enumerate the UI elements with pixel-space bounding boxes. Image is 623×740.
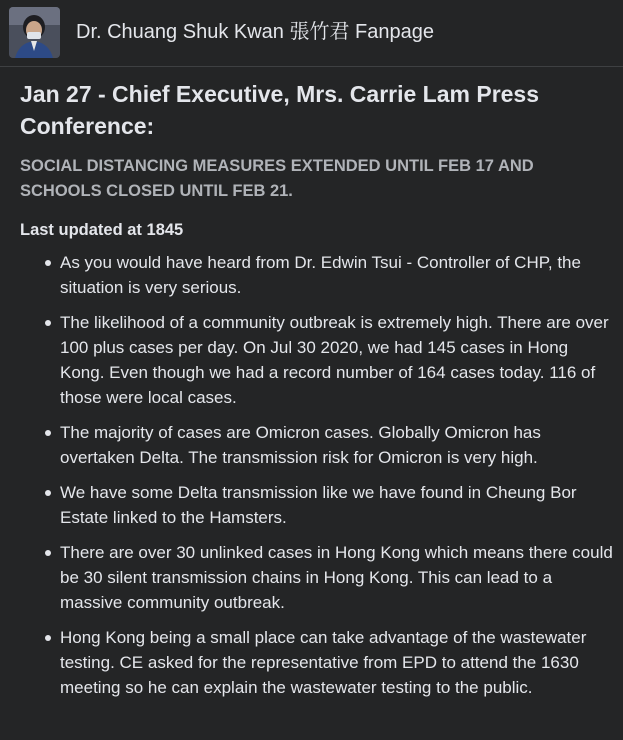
post-content — [20, 78, 615, 710]
person-avatar-icon — [9, 7, 60, 58]
list-item — [20, 250, 615, 300]
bullet-dot-icon — [45, 490, 51, 496]
list-item — [20, 625, 615, 700]
post-header — [0, 0, 623, 66]
page-avatar[interactable] — [9, 7, 60, 58]
list-item-text: Hong Kong being a small place can take advantage of the wastewater testing. CE asked for the representative from EPD to attend the 1630 meeting so he can explain the wastewater testing to the public. — [60, 628, 587, 697]
list-item-text: There are over 30 unlinked cases in Hong Kong which means there could be 30 silent transmission chains in Hong Kong. This can lead to a massive community outbreak. — [60, 543, 613, 612]
bullet-dot-icon — [45, 260, 51, 266]
list-item-text: The majority of cases are Omicron cases. Globally Omicron has overtaken Delta. The transmission risk for Omicron is very high. — [60, 423, 541, 467]
list-item-text: We have some Delta transmission like we have found in Cheung Bor Estate linked to the Hamsters. — [60, 483, 577, 527]
bullet-dot-icon — [45, 320, 51, 326]
post-title: Jan 27 - Chief Executive, Mrs. Carrie Lam Press Conference: — [20, 81, 540, 139]
bullet-dot-icon — [45, 430, 51, 436]
header-divider — [0, 66, 623, 67]
list-item — [20, 480, 615, 530]
last-updated-label: Last updated at 1845 — [20, 221, 184, 239]
list-item-text: As you would have heard from Dr. Edwin Tsui - Controller of CHP, the situation is very serious. — [60, 253, 581, 297]
list-item — [20, 540, 615, 615]
bullet-dot-icon — [45, 635, 51, 641]
list-item — [20, 310, 615, 410]
list-item — [20, 420, 615, 470]
bullet-list — [20, 250, 615, 700]
list-item-text: The likelihood of a community outbreak is extremely high. There are over 100 plus cases per day. On Jul 30 2020, we had 145 cases in Hong Kong. Even though we had a record number of 164 cases today. 116 of those were local cases. — [60, 313, 609, 407]
bullet-dot-icon — [45, 550, 51, 556]
page-name[interactable]: Dr. Chuang Shuk Kwan 張竹君 Fanpage — [76, 21, 434, 43]
post-subtitle: SOCIAL DISTANCING MEASURES EXTENDED UNTIL FEB 17 AND SCHOOLS CLOSED UNTIL FEB 21. — [20, 157, 534, 200]
